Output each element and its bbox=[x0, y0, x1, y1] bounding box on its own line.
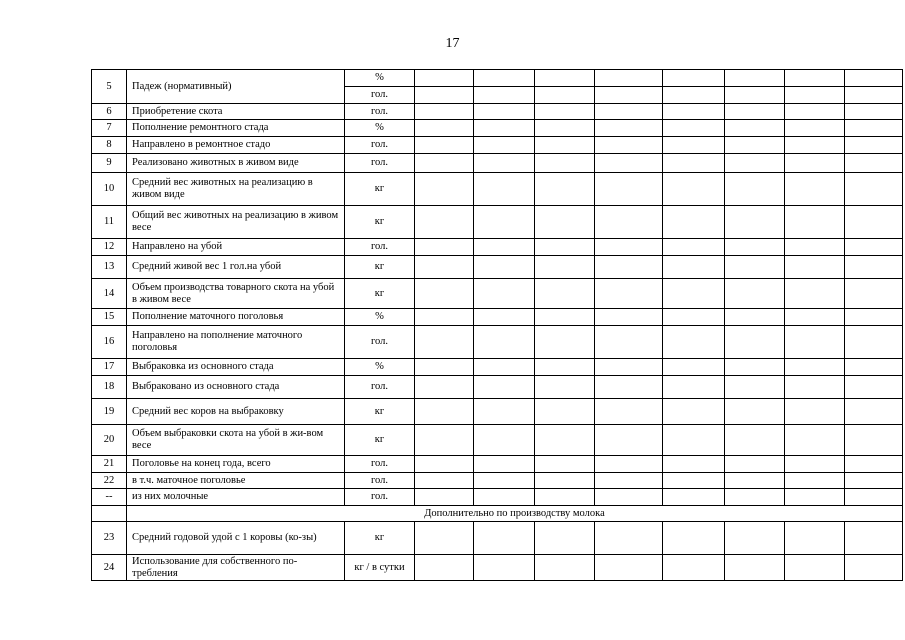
row-label: Выбраковка из основного стада bbox=[127, 359, 345, 376]
value-cell bbox=[845, 489, 903, 506]
row-unit: гол. bbox=[345, 137, 415, 154]
value-cell bbox=[663, 425, 725, 456]
row-number: 13 bbox=[92, 256, 127, 279]
value-cell bbox=[595, 489, 663, 506]
value-cell bbox=[474, 256, 535, 279]
value-cell bbox=[474, 425, 535, 456]
row-label: Пополнение маточного поголовья bbox=[127, 309, 345, 326]
table-row bbox=[92, 309, 903, 326]
value-cell bbox=[415, 326, 474, 359]
value-cell bbox=[785, 473, 845, 489]
value-cell bbox=[785, 104, 845, 120]
table-row bbox=[92, 456, 903, 473]
value-cell bbox=[415, 120, 474, 137]
value-cell bbox=[535, 239, 595, 256]
value-cell bbox=[663, 456, 725, 473]
value-cell bbox=[785, 399, 845, 425]
value-cell bbox=[595, 279, 663, 309]
value-cell bbox=[415, 70, 474, 87]
page-number: 17 bbox=[445, 36, 460, 51]
value-cell bbox=[415, 239, 474, 256]
value-cell bbox=[785, 70, 845, 87]
table-row bbox=[92, 376, 903, 399]
value-cell bbox=[725, 239, 785, 256]
value-cell bbox=[785, 376, 845, 399]
value-cell bbox=[474, 154, 535, 173]
value-cell bbox=[663, 309, 725, 326]
value-cell bbox=[845, 326, 903, 359]
value-cell bbox=[663, 473, 725, 489]
value-cell bbox=[474, 173, 535, 206]
value-cell bbox=[663, 87, 725, 104]
table-row bbox=[92, 326, 903, 359]
row-number: 20 bbox=[92, 425, 127, 456]
value-cell bbox=[535, 473, 595, 489]
value-cell bbox=[595, 522, 663, 555]
row-number: 17 bbox=[92, 359, 127, 376]
value-cell bbox=[415, 137, 474, 154]
value-cell bbox=[845, 456, 903, 473]
row-unit: гол. bbox=[345, 154, 415, 173]
table-row bbox=[92, 70, 903, 87]
value-cell bbox=[474, 206, 535, 239]
table-row bbox=[92, 206, 903, 239]
value-cell bbox=[785, 137, 845, 154]
value-cell bbox=[535, 120, 595, 137]
row-number: 10 bbox=[92, 173, 127, 206]
table-row bbox=[92, 555, 903, 581]
section-blank-cell bbox=[92, 506, 127, 522]
value-cell bbox=[535, 104, 595, 120]
value-cell bbox=[595, 425, 663, 456]
value-cell bbox=[725, 87, 785, 104]
row-number: 14 bbox=[92, 279, 127, 309]
value-cell bbox=[845, 522, 903, 555]
value-cell bbox=[474, 326, 535, 359]
value-cell bbox=[474, 104, 535, 120]
row-number: 24 bbox=[92, 555, 127, 581]
row-unit: гол. bbox=[345, 376, 415, 399]
row-unit: гол. bbox=[345, 104, 415, 120]
value-cell bbox=[845, 104, 903, 120]
value-cell bbox=[535, 256, 595, 279]
value-cell bbox=[595, 239, 663, 256]
value-cell bbox=[535, 326, 595, 359]
value-cell bbox=[595, 120, 663, 137]
table-row bbox=[92, 173, 903, 206]
value-cell bbox=[725, 522, 785, 555]
row-unit: % bbox=[345, 359, 415, 376]
table-row bbox=[92, 104, 903, 120]
value-cell bbox=[535, 555, 595, 581]
value-cell bbox=[725, 326, 785, 359]
value-cell bbox=[725, 309, 785, 326]
value-cell bbox=[845, 87, 903, 104]
table-row bbox=[92, 522, 903, 555]
row-number: 5 bbox=[92, 70, 127, 104]
row-label: Приобретение скота bbox=[127, 104, 345, 120]
row-unit: кг bbox=[345, 522, 415, 555]
value-cell bbox=[415, 309, 474, 326]
row-unit: гол. bbox=[345, 489, 415, 506]
value-cell bbox=[535, 399, 595, 425]
table-row bbox=[92, 399, 903, 425]
row-label: Направлено в ремонтное стадо bbox=[127, 137, 345, 154]
value-cell bbox=[535, 137, 595, 154]
row-unit: гол. bbox=[345, 239, 415, 256]
value-cell bbox=[785, 522, 845, 555]
value-cell bbox=[725, 154, 785, 173]
value-cell bbox=[595, 256, 663, 279]
value-cell bbox=[785, 173, 845, 206]
row-number: 16 bbox=[92, 326, 127, 359]
value-cell bbox=[595, 173, 663, 206]
row-unit: гол. bbox=[345, 456, 415, 473]
table-row bbox=[92, 425, 903, 456]
value-cell bbox=[474, 359, 535, 376]
row-label: в т.ч. маточное поголовье bbox=[127, 473, 345, 489]
row-label: Направлено на пополнение маточного поголовья bbox=[127, 326, 345, 359]
row-label: Объем выбраковки скота на убой в жи-вом весе bbox=[127, 425, 345, 456]
row-unit: кг bbox=[345, 399, 415, 425]
value-cell bbox=[725, 206, 785, 239]
row-label: Реализовано животных в живом виде bbox=[127, 154, 345, 173]
row-label: Выбраковано из основного стада bbox=[127, 376, 345, 399]
value-cell bbox=[415, 206, 474, 239]
value-cell bbox=[535, 376, 595, 399]
value-cell bbox=[663, 376, 725, 399]
value-cell bbox=[595, 154, 663, 173]
row-label: Пополнение ремонтного стада bbox=[127, 120, 345, 137]
value-cell bbox=[785, 87, 845, 104]
value-cell bbox=[725, 425, 785, 456]
value-cell bbox=[785, 489, 845, 506]
table-row bbox=[92, 239, 903, 256]
row-label: Использование для собственного по-требления bbox=[127, 555, 345, 581]
value-cell bbox=[535, 87, 595, 104]
value-cell bbox=[474, 555, 535, 581]
value-cell bbox=[663, 206, 725, 239]
value-cell bbox=[535, 173, 595, 206]
value-cell bbox=[845, 239, 903, 256]
value-cell bbox=[845, 399, 903, 425]
row-unit: гол. bbox=[345, 473, 415, 489]
row-label: Объем производства товарного скота на убой в живом весе bbox=[127, 279, 345, 309]
value-cell bbox=[663, 279, 725, 309]
value-cell bbox=[845, 359, 903, 376]
table-row bbox=[92, 279, 903, 309]
table-row bbox=[92, 359, 903, 376]
row-label: Средний вес коров на выбраковку bbox=[127, 399, 345, 425]
value-cell bbox=[725, 399, 785, 425]
value-cell bbox=[474, 70, 535, 87]
row-unit: кг bbox=[345, 206, 415, 239]
row-label: Направлено на убой bbox=[127, 239, 345, 256]
value-cell bbox=[663, 120, 725, 137]
row-label: Средний живой вес 1 гол.на убой bbox=[127, 256, 345, 279]
row-number: 9 bbox=[92, 154, 127, 173]
value-cell bbox=[535, 154, 595, 173]
value-cell bbox=[785, 279, 845, 309]
value-cell bbox=[785, 120, 845, 137]
value-cell bbox=[725, 279, 785, 309]
value-cell bbox=[725, 104, 785, 120]
value-cell bbox=[663, 137, 725, 154]
value-cell bbox=[785, 326, 845, 359]
value-cell bbox=[415, 359, 474, 376]
value-cell bbox=[415, 555, 474, 581]
value-cell bbox=[595, 206, 663, 239]
value-cell bbox=[415, 473, 474, 489]
value-cell bbox=[415, 456, 474, 473]
value-cell bbox=[595, 137, 663, 154]
row-number: 23 bbox=[92, 522, 127, 555]
value-cell bbox=[725, 70, 785, 87]
table-row bbox=[92, 256, 903, 279]
value-cell bbox=[663, 104, 725, 120]
value-cell bbox=[415, 376, 474, 399]
value-cell bbox=[663, 489, 725, 506]
row-unit: гол. bbox=[345, 326, 415, 359]
row-number: 21 bbox=[92, 456, 127, 473]
value-cell bbox=[474, 522, 535, 555]
value-cell bbox=[663, 256, 725, 279]
value-cell bbox=[535, 489, 595, 506]
value-cell bbox=[595, 70, 663, 87]
row-number: 8 bbox=[92, 137, 127, 154]
row-label: Падеж (нормативный) bbox=[127, 70, 345, 104]
value-cell bbox=[535, 309, 595, 326]
value-cell bbox=[663, 154, 725, 173]
value-cell bbox=[474, 456, 535, 473]
value-cell bbox=[595, 399, 663, 425]
value-cell bbox=[474, 376, 535, 399]
table-row bbox=[92, 120, 903, 137]
value-cell bbox=[595, 376, 663, 399]
value-cell bbox=[785, 309, 845, 326]
value-cell bbox=[785, 256, 845, 279]
value-cell bbox=[474, 399, 535, 425]
value-cell bbox=[845, 376, 903, 399]
value-cell bbox=[535, 206, 595, 239]
row-unit: кг bbox=[345, 279, 415, 309]
value-cell bbox=[785, 555, 845, 581]
value-cell bbox=[474, 489, 535, 506]
table-row bbox=[92, 489, 903, 506]
value-cell bbox=[785, 154, 845, 173]
value-cell bbox=[474, 239, 535, 256]
value-cell bbox=[845, 309, 903, 326]
value-cell bbox=[663, 359, 725, 376]
table-row bbox=[92, 473, 903, 489]
row-number: 22 bbox=[92, 473, 127, 489]
value-cell bbox=[415, 489, 474, 506]
value-cell bbox=[663, 326, 725, 359]
value-cell bbox=[725, 456, 785, 473]
value-cell bbox=[415, 104, 474, 120]
table-row bbox=[92, 154, 903, 173]
value-cell bbox=[725, 137, 785, 154]
value-cell bbox=[725, 359, 785, 376]
row-unit: % bbox=[345, 120, 415, 137]
row-number: 6 bbox=[92, 104, 127, 120]
value-cell bbox=[663, 555, 725, 581]
value-cell bbox=[725, 555, 785, 581]
value-cell bbox=[595, 555, 663, 581]
value-cell bbox=[725, 489, 785, 506]
value-cell bbox=[415, 173, 474, 206]
value-cell bbox=[415, 399, 474, 425]
row-label: Средний годовой удой с 1 коровы (ко-зы) bbox=[127, 522, 345, 555]
value-cell bbox=[535, 279, 595, 309]
row-unit: кг bbox=[345, 256, 415, 279]
value-cell bbox=[725, 173, 785, 206]
row-label: Средний вес животных на реализацию в живом виде bbox=[127, 173, 345, 206]
row-unit: кг / в сутки bbox=[345, 555, 415, 581]
value-cell bbox=[535, 456, 595, 473]
row-unit: кг bbox=[345, 425, 415, 456]
value-cell bbox=[595, 359, 663, 376]
value-cell bbox=[785, 206, 845, 239]
row-number: 11 bbox=[92, 206, 127, 239]
value-cell bbox=[474, 309, 535, 326]
value-cell bbox=[535, 70, 595, 87]
value-cell bbox=[845, 173, 903, 206]
value-cell bbox=[845, 279, 903, 309]
value-cell bbox=[415, 256, 474, 279]
value-cell bbox=[663, 399, 725, 425]
row-label: из них молочные bbox=[127, 489, 345, 506]
value-cell bbox=[415, 522, 474, 555]
value-cell bbox=[474, 137, 535, 154]
row-label: Поголовье на конец года, всего bbox=[127, 456, 345, 473]
row-unit: кг bbox=[345, 173, 415, 206]
table-row bbox=[92, 137, 903, 154]
section-title: Дополнительно по производству молока bbox=[127, 506, 903, 522]
value-cell bbox=[595, 104, 663, 120]
value-cell bbox=[474, 87, 535, 104]
value-cell bbox=[845, 70, 903, 87]
livestock-report-table bbox=[91, 69, 903, 581]
value-cell bbox=[595, 473, 663, 489]
value-cell bbox=[415, 425, 474, 456]
value-cell bbox=[415, 279, 474, 309]
row-unit: % bbox=[345, 70, 415, 87]
value-cell bbox=[845, 154, 903, 173]
value-cell bbox=[845, 137, 903, 154]
row-number: 7 bbox=[92, 120, 127, 137]
value-cell bbox=[474, 279, 535, 309]
value-cell bbox=[415, 154, 474, 173]
value-cell bbox=[595, 456, 663, 473]
value-cell bbox=[845, 425, 903, 456]
row-number: -- bbox=[92, 489, 127, 506]
value-cell bbox=[725, 256, 785, 279]
value-cell bbox=[845, 120, 903, 137]
value-cell bbox=[725, 473, 785, 489]
value-cell bbox=[663, 70, 725, 87]
value-cell bbox=[845, 256, 903, 279]
row-number: 12 bbox=[92, 239, 127, 256]
section-row bbox=[92, 506, 903, 522]
value-cell bbox=[845, 473, 903, 489]
value-cell bbox=[663, 173, 725, 206]
value-cell bbox=[415, 87, 474, 104]
value-cell bbox=[785, 456, 845, 473]
value-cell bbox=[595, 87, 663, 104]
row-label: Общий вес животных на реализацию в живом весе bbox=[127, 206, 345, 239]
value-cell bbox=[474, 473, 535, 489]
value-cell bbox=[663, 239, 725, 256]
value-cell bbox=[535, 522, 595, 555]
value-cell bbox=[535, 359, 595, 376]
value-cell bbox=[725, 376, 785, 399]
value-cell bbox=[845, 206, 903, 239]
row-unit: гол. bbox=[345, 87, 415, 104]
row-unit: % bbox=[345, 309, 415, 326]
value-cell bbox=[663, 522, 725, 555]
value-cell bbox=[725, 120, 785, 137]
value-cell bbox=[535, 425, 595, 456]
value-cell bbox=[595, 326, 663, 359]
value-cell bbox=[785, 239, 845, 256]
value-cell bbox=[474, 120, 535, 137]
row-number: 15 bbox=[92, 309, 127, 326]
value-cell bbox=[595, 309, 663, 326]
value-cell bbox=[785, 359, 845, 376]
row-number: 19 bbox=[92, 399, 127, 425]
row-number: 18 bbox=[92, 376, 127, 399]
value-cell bbox=[845, 555, 903, 581]
value-cell bbox=[785, 425, 845, 456]
